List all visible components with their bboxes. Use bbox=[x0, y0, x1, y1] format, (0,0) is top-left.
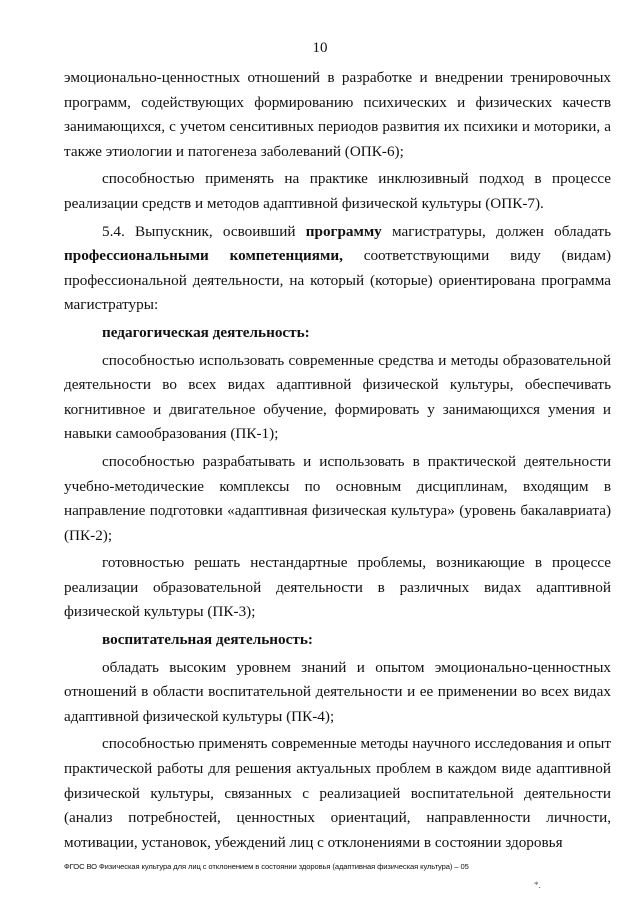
paragraph-pk4: обладать высоким уровнем знаний и опытом эмоционально-ценностных отношений в области воспитательной деятельности и ее применении во всех видах адаптивной физической культуры (ПК-4); bbox=[64, 658, 611, 725]
section-5-4-bold-1: программу bbox=[305, 222, 382, 240]
paragraph-pk2: способностью разрабатывать и использовать в практической деятельности учебно-методические комплексы по основным дисциплинам, входящим в направление подготовки «адаптивная физическая культура» (уровень бакалавриата) (ПК-2); bbox=[64, 452, 611, 544]
paragraph-pk1: способностью использовать современные средства и методы образовательной деятельности во всех видах адаптивной физической культуры, обеспечивать когнитивное и двигательное обучение, формировать у занимающихся умения и навыки самообразования (ПК-1); bbox=[64, 351, 611, 443]
heading-pedagogical-activity: педагогическая деятельность: bbox=[102, 323, 310, 341]
section-5-4-text-2: магистратуры, должен обладать bbox=[381, 222, 611, 240]
margin-mark: *. bbox=[534, 880, 541, 890]
heading-educational-activity: воспитательная деятельность: bbox=[102, 631, 313, 649]
paragraph-opk7: способностью применять на практике инклюзивный подход в процессе реализации средств и методов адаптивной физической культуры (ОПК-7). bbox=[64, 170, 611, 212]
paragraph-pk3: готовностью решать нестандартные проблемы, возникающие в процессе реализации образовательной деятельности в различных видах адаптивной физической культуры (ПК-3); bbox=[64, 554, 611, 621]
paragraph-pk5-start: способностью применять современные методы научного исследования и опыт практической работы для решения актуальных проблем в каждом виде адаптивной физической культуры, связанных с реализацией воспитательной деятельности (анализ потребностей, ценностных ориентаций, направленности личности, мотивации, установок, убеждений лиц с отклонениями в состоянии здоровья bbox=[64, 735, 611, 851]
paragraph-opk6-continuation: эмоционально-ценностных отношений в разработке и внедрении тренировочных программ, содействующих формированию психических и физических качеств занимающихся, с учетом сенситивных периодов развития их психики и моторики, а также этиологии и патогенеза заболеваний (ОПК-6); bbox=[64, 69, 611, 160]
section-5-4-text-1: 5.4. Выпускник, освоивший bbox=[102, 222, 306, 240]
page-footer: ФГОС ВО Физическая культура для лиц с отклонением в состоянии здоровья (адаптивная физическая культура) – 05 bbox=[64, 862, 469, 871]
section-5-4-text-3: соответствующими виду (видам) профессиональной деятельности, на который (которые) ориентирована программа магистратуры: bbox=[64, 247, 612, 314]
paragraph-section-5-4 bbox=[64, 220, 611, 318]
document-body bbox=[64, 66, 611, 858]
page-number: 10 bbox=[312, 40, 328, 56]
section-5-4-bold-2: профессиональными компетенциями, bbox=[64, 247, 343, 265]
